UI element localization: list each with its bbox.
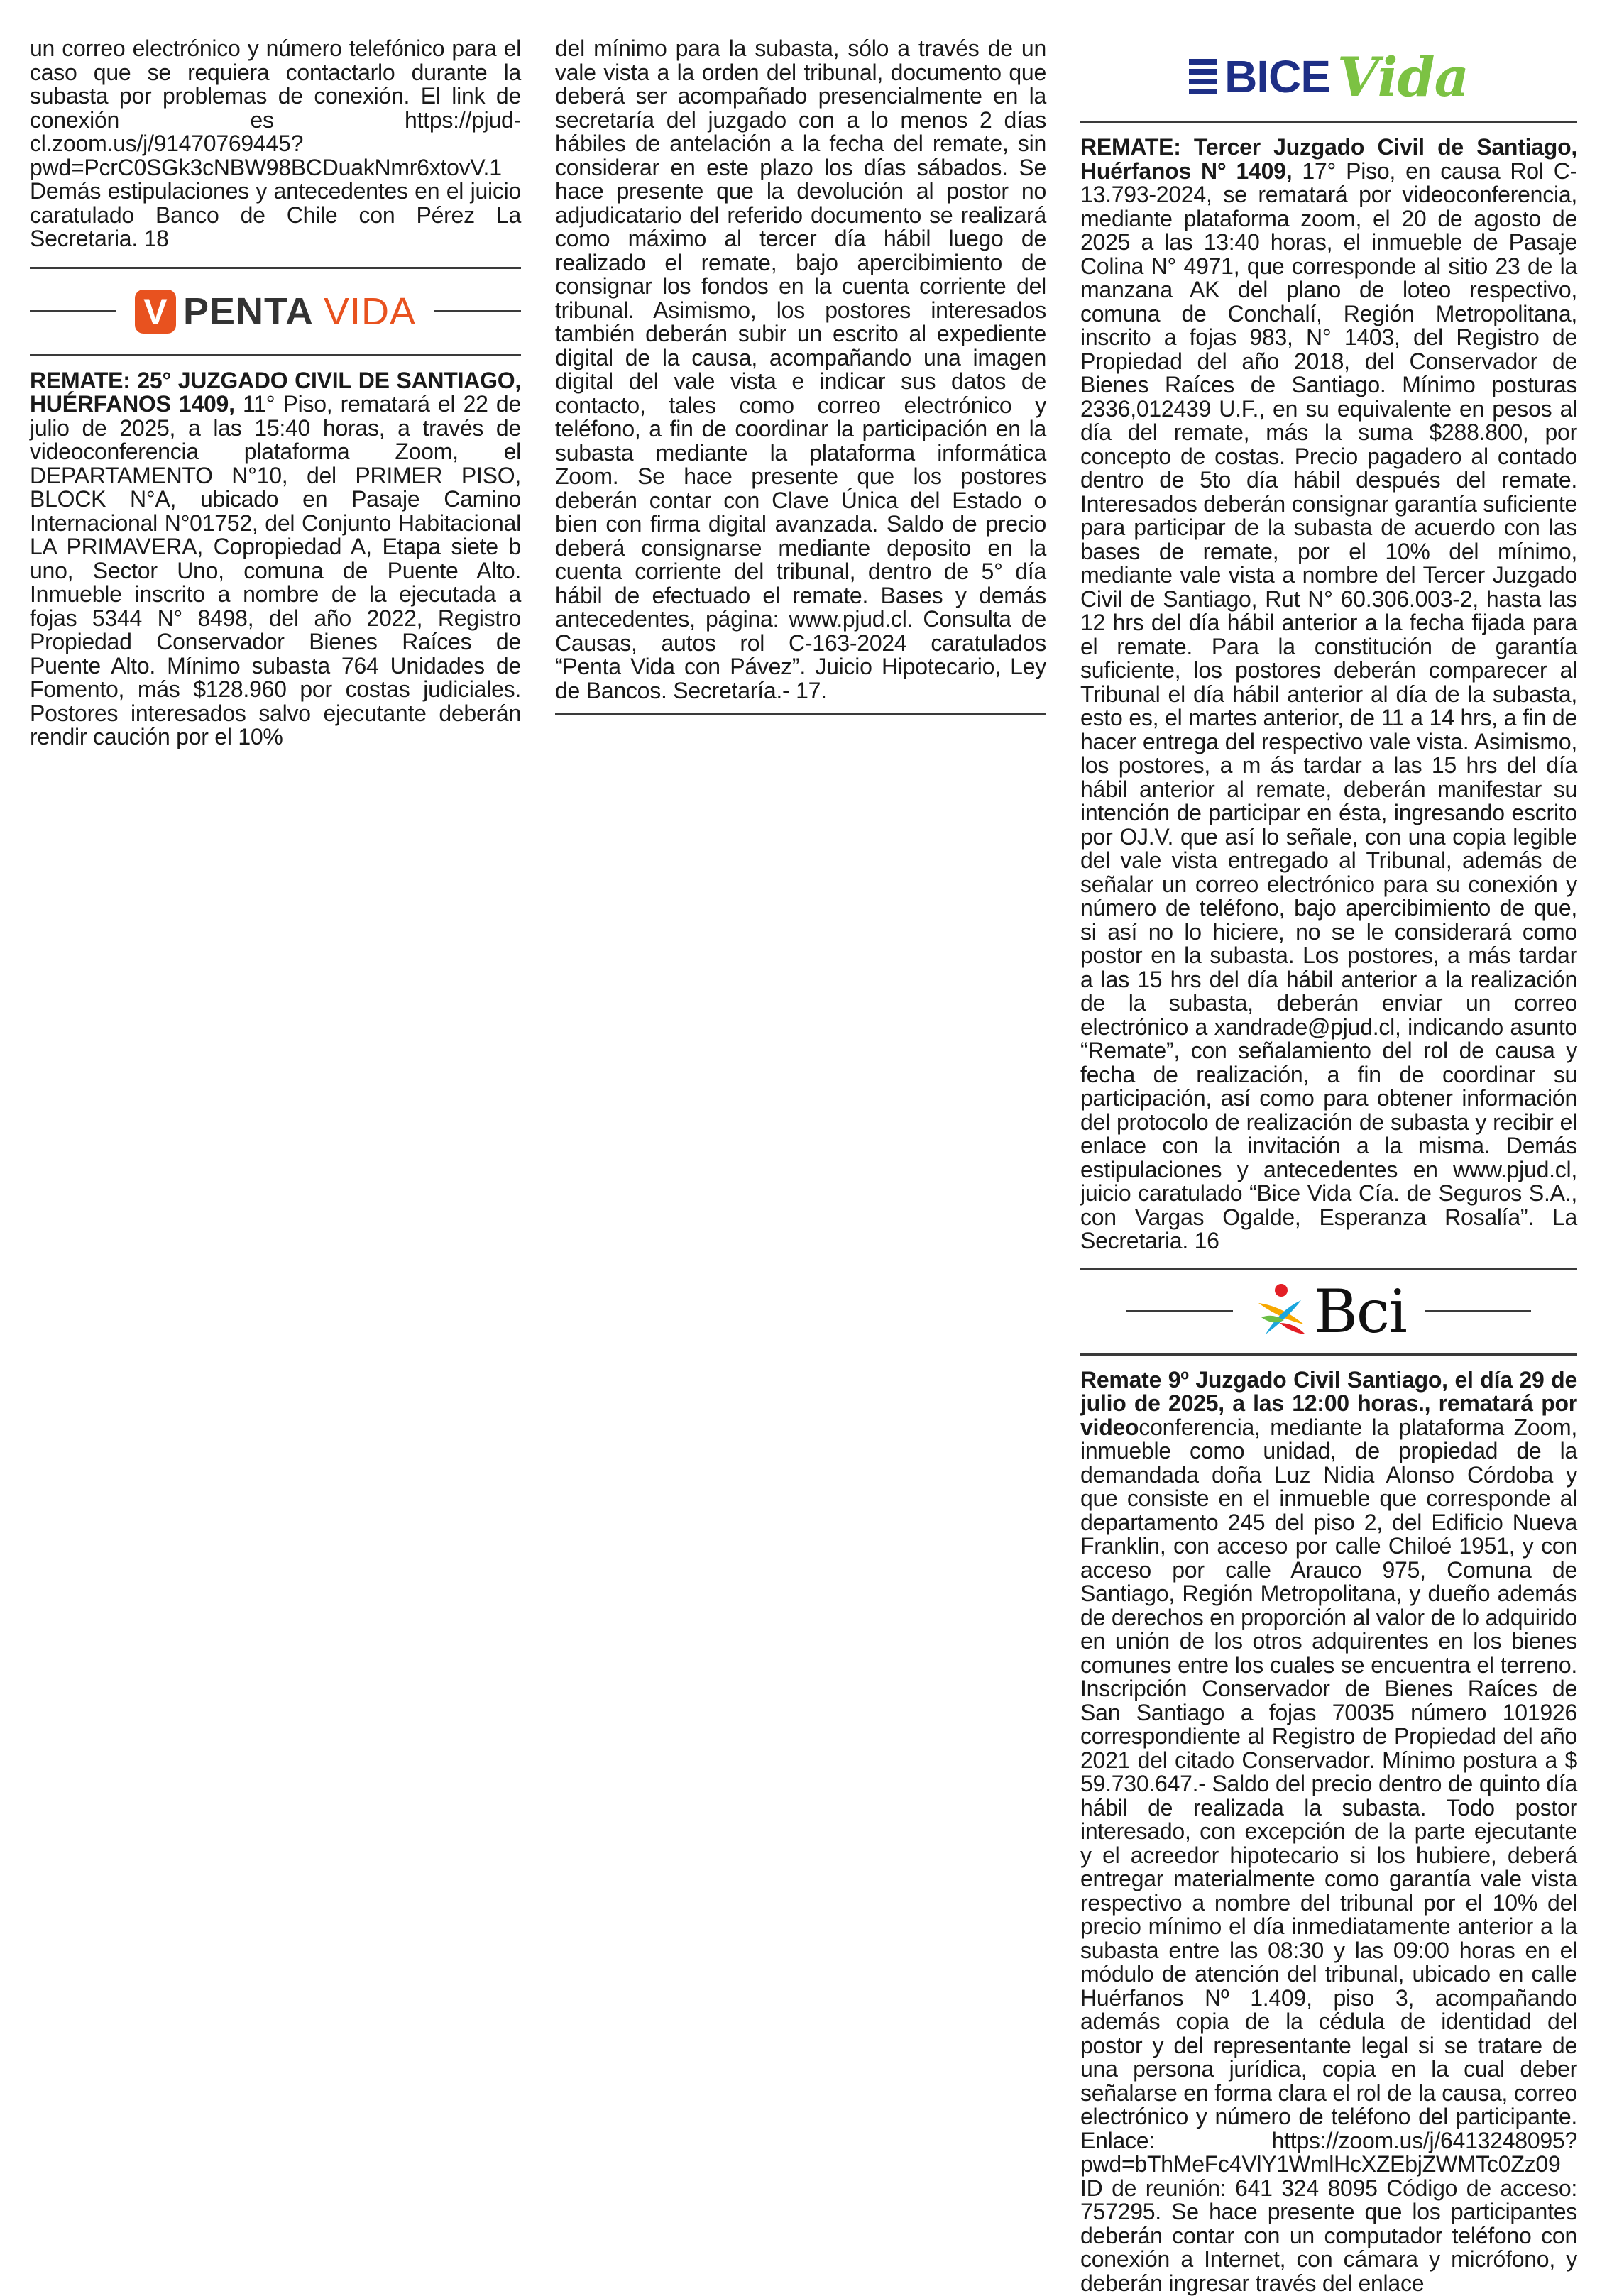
logo-line-left (30, 310, 116, 312)
notice-penta-vida (30, 369, 521, 749)
notice-heading: Remate 9º Juzgado Civil Santiago, el día 29 de julio de 2025, a las 12:00 horas., rematará por video (1080, 1366, 1577, 1440)
logo-line-right (434, 310, 521, 312)
divider (1080, 121, 1577, 123)
divider (30, 354, 521, 356)
notice-body: 11° Piso, rematará el 22 de julio de 2025, a las 15:40 horas, a través de videoconferencia plataforma Zoom, el DEPARTAMENTO N°10, del PRIMER PISO, BLOCK N°A, ubicado en Pasaje Camino Internacional N°01752, del Conjunto Habitacional LA PRIMAVERA, Copropiedad A, Etapa siete b uno, Sector Uno, comuna de Puente Alto. Inmueble inscrito a nombre de la ejecutada a fojas 5344 N° 8498, del año 2022, Registro Propiedad Conservador Bienes Raíces de Puente Alto. Mínimo subasta 764 Unidades de Fomento, más $128.960 por costas judiciales. Postores interesados salvo ejecutante deberán rendir caución por el 10% (30, 391, 522, 749)
divider (555, 713, 1046, 715)
notice-tail-banco-chile: un correo electrónico y número telefónico para el caso que se requiera contactarlo durante la subasta por problemas de conexión. El link de conexión es https://pjud-cl.zoom.us/j/91470769445? pwd=PcrC0SGk3cNBW98BCDuakNmr6xtovV.1 Demás estipulaciones y antecedentes en el juicio caratulado Banco de Chile con Pérez La Secretaria. 18 (30, 35, 521, 251)
logo-line-left (1126, 1310, 1233, 1312)
bci-word: Bci (1314, 1276, 1406, 1346)
vida-word: VIDA (323, 290, 417, 333)
notice-heading: REMATE: Tercer Juzgado Civil de Santiago, Huérfanos N° 1409, (1080, 134, 1577, 184)
bci-star-icon (1251, 1282, 1311, 1341)
bci-logo-row (1080, 1270, 1577, 1353)
bice-word: BICE (1224, 51, 1330, 102)
penta-word: PENTA (182, 290, 314, 333)
penta-vida-logo-row (30, 269, 521, 354)
column-1 (30, 37, 521, 749)
divider (1080, 1353, 1577, 1356)
notice-bice-vida (1080, 136, 1577, 1253)
column-3 (1080, 41, 1577, 2295)
logo-line-right (1425, 1310, 1531, 1312)
bice-vida-logo (1080, 41, 1577, 112)
notice-body: 17° Piso, en causa Rol C-13.793-2024, se rematará por videoconferencia, mediante plataforma zoom, el 20 de agosto de 2025 a las 13:40 horas, el inmueble de Pasaje Colina N° 4971, que corresponde al sitio 23 de la manzana AK del plano de loteo respectivo, comuna de Conchalí, Región Metropolitana, inscrito a fojas 983, N° 1403, del Registro de Propiedad del año 2018, del Conservador de Bienes Raíces de Santiago. Mínimo posturas 2336,012439 U.F., en su equivalente en pesos al día del remate, más la suma $288.800, por concepto de costas. Precio pagadero al contado dentro de 5to día hábil después del remate. Interesados deberán consignar garantía suficiente para participar de la subasta de acuerdo con las bases de remate, por el 10% del mínimo, mediante vale vista a nombre del Tercer Juzgado Civil de Santiago, Rut N° 60.306.003-2, hasta las 12 hrs del día hábil anterior a la fecha fijada para el remate. Para la constitución de garantía suficiente, los postores deberán comparecer al Tribunal el día hábil anterior al día de la subasta, esto es, el martes anterior, de 11 a 14 hrs, a fin de hacer entrega del respectivo vale vista. Asimismo, los postores, a m ás tardar a las 15 hrs del día hábil anterior al remate, deberán manifestar su intención de participar en ésta, ingresando escrito por OJ.V. que así lo señale, con una copia legible del vale vista entregado al Tribunal, además de señalar un correo electrónico para su conexión y número de teléfono, bajo apercibimiento de que, si así no lo hiciere, no se le considerará como postor en la subasta. Los postores, a más tardar a las 15 hrs del día hábil anterior a la realización de la subasta, deberán enviar un correo electrónico a xandrade@pjud.cl, indicando asunto “Remate”, con señalamiento del rol de causa y fecha de realización, a fin de coordinar su participación, así como para obtener información del protocolo de realización de subasta y recibir el enlace con la invitación a la misma. Demás estipulaciones y antecedentes en www.pjud.cl, juicio caratulado “Bice Vida Cía. de Seguros S.A., con Vargas Ogalde, Esperanza Rosalía”. La Secretaria. 16 (1080, 158, 1578, 1253)
vida-word: Vida (1337, 45, 1469, 109)
bice-lines-icon (1189, 59, 1217, 94)
penta-vida-logo (135, 290, 416, 334)
notice-bci (1080, 1368, 1577, 2296)
bci-logo (1251, 1277, 1406, 1346)
notice-tail-penta-vida: del mínimo para la subasta, sólo a través de un vale vista a la orden del tribunal, documento que deberá ser acompañado presencialmente en la secretaría del juzgado con a lo menos 2 días hábiles de antelación a la fecha del remate, sin considerar en este plazo los días sábados. Se hace presente que la devolución al postor no adjudicatario del referido documento se realizará como máximo al tercer día hábil luego de realizado el remate, bajo apercibimiento de consignar los fondos en la cuenta corriente del tribunal. Asimismo, los postores interesados también deberán subir un escrito al expediente digital de la causa, acompañando una imagen digital del vale vista e indicar sus datos de contacto, tales como correo electrónico y teléfono, a fin de coordinar la participación en la subasta mediante la plataforma informática Zoom. Se hace presente que los postores deberán contar con Clave Única del Estado o bien con firma digital avanzada. Saldo de precio deberá consignarse mediante deposito en la cuenta corriente del tribunal, dentro de 5° día hábil de efectuado el remate. Bases y demás antecedentes, página: www.pjud.cl. Consulta de Causas, autos rol C-163-2024 caratulados “Penta Vida con Pávez”. Juicio Hipotecario, Ley de Bancos. Secretaría.- 17. (555, 35, 1046, 703)
column-2 (555, 37, 1046, 715)
notice-body: conferencia, mediante la plataforma Zoom, inmueble como unidad, de propiedad de la demandada doña Luz Nidia Alonso Córdoba y que consiste en el inmueble que corresponde al departamento 245 del piso 2, del Edificio Nueva Franklin, con acceso por calle Chiloé 1951, y con acceso por calle Arauco 975, Comuna de Santiago, Región Metropolitana, y dueño además de derechos en proporción al valor de lo adquirido en unión de los otros adquirentes en los bienes comunes entre los cuales se encuentra el terreno. Inscripción Conservador de Bienes Raíces de San Santiago a fojas 70035 número 101926 correspondiente al Registro de Propiedad del año 2021 del citado Conservador. Mínimo postura a $ 59.730.647.- Saldo del precio dentro de quinto día hábil de realizada la subasta. Todo postor interesado, con excepción de la parte ejecutante y el acreedor hipotecario si los hubiere, deberá entregar materialmente como garantía vale vista respectivo a nombre del tribunal por el 10% del precio mínimo el día inmediatamente anterior a la subasta entre las 08:30 y las 09:00 horas en el módulo de atención del tribunal, ubicado en calle Huérfanos Nº 1.409, piso 3, acompañando además copia de la cédula de identidad del postor y del representante legal si se tratare de una persona jurídica, copia en la cual deber señalarse en forma clara el rol de la causa, correo electrónico y número de teléfono del participante. Enlace: https://zoom.us/j/6413248095?pwd=bThMeFc4VlY1WmlHcXZEbjZWMTc0Zz09 ID de reunión: 641 324 8095 Código de acceso: 757295. Se hace presente que los participantes deberán contar con un computador teléfono con conexión a Internet, con cámara y micrófono, y deberán ingresar través del enlace (1080, 1414, 1577, 2296)
penta-mark-icon: V (135, 290, 176, 334)
notice-heading: REMATE: 25° JUZGADO CIVIL DE SANTIAGO, HUÉRFANOS 1409, (30, 367, 521, 417)
